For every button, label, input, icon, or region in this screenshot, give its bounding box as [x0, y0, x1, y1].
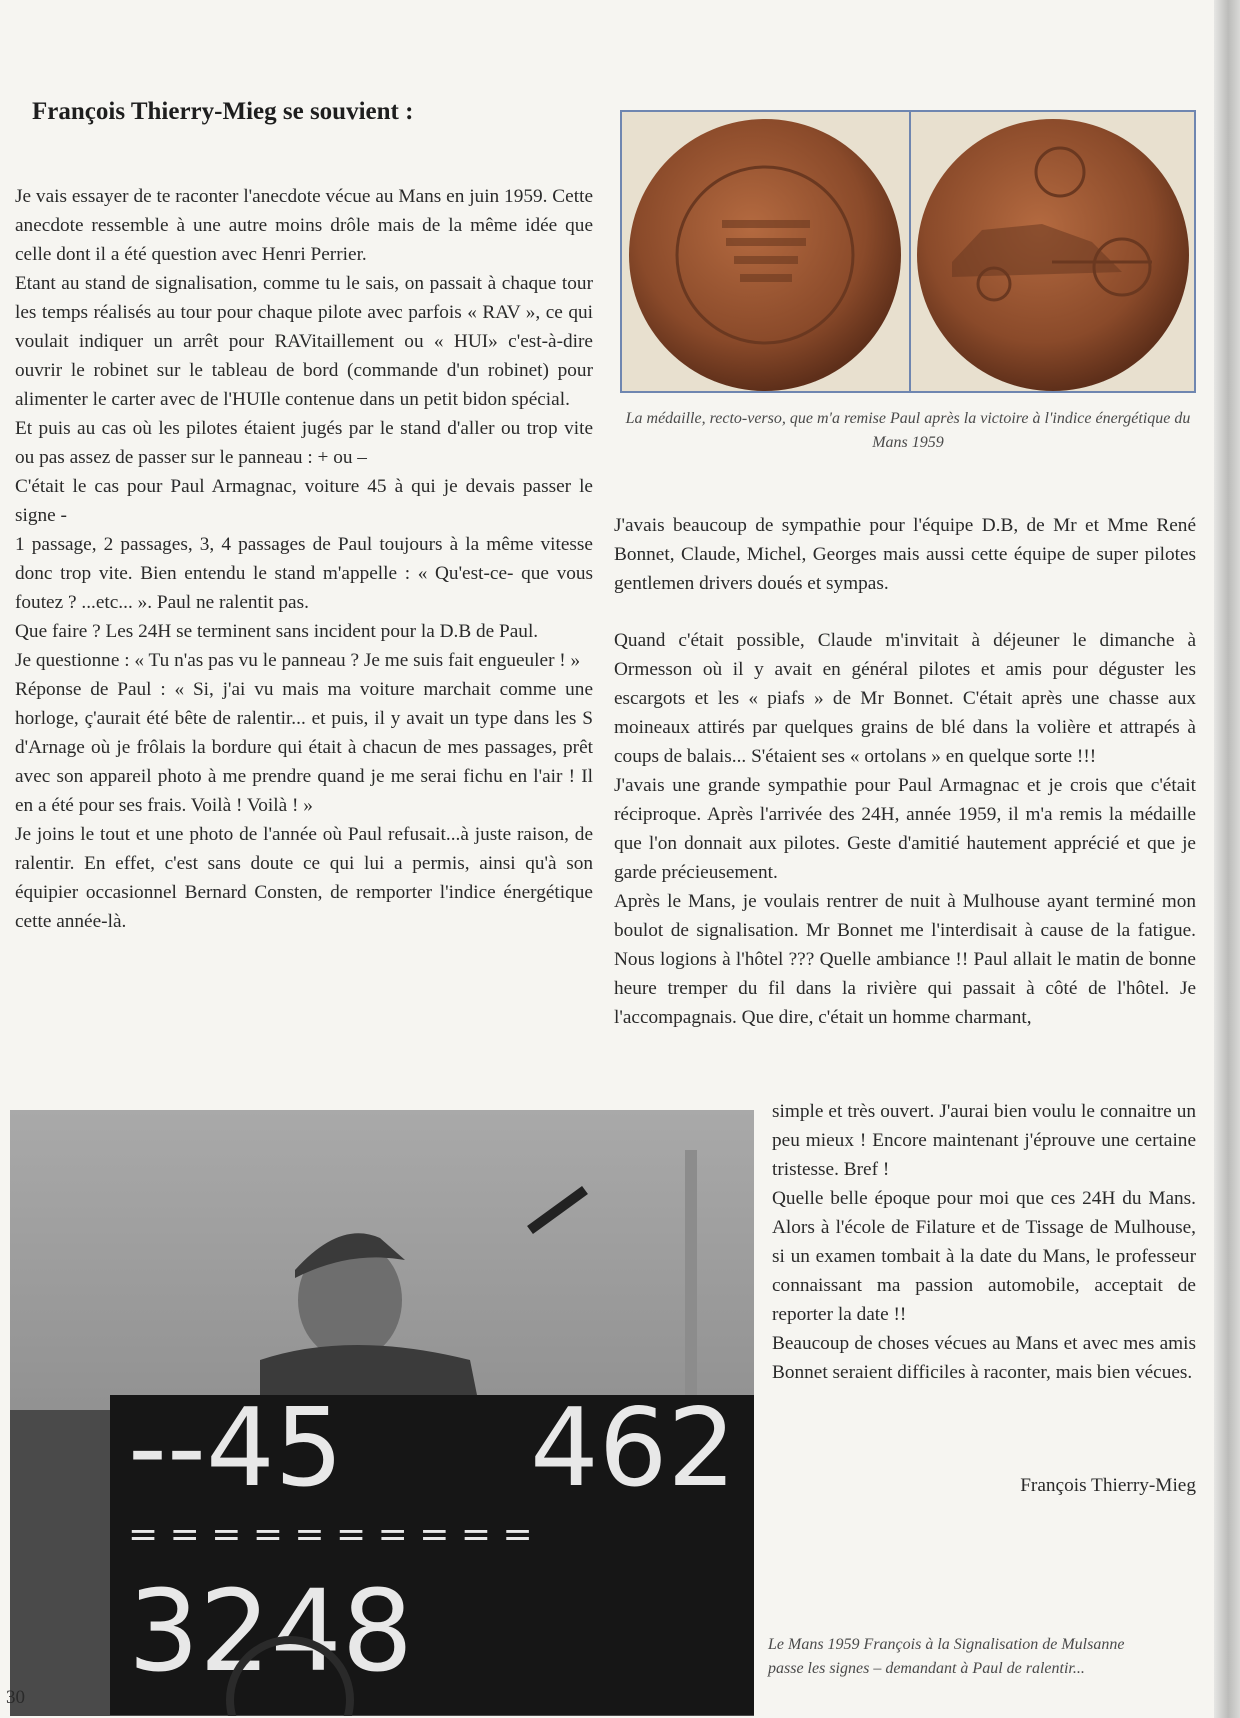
paragraph: J'avais une grande sympathie pour Paul Armagnac et je crois que c'était réciproque. Après l'arrivée des 24H, année 1959, il m'a remis la médaille que l'on donnait aux pilotes. Geste d'amitié hautement apprécié et que je garde précieusement. [614, 775, 1196, 883]
paragraph: Que faire ? Les 24H se terminent sans incident pour la D.B de Paul. [15, 621, 539, 642]
right-column-text [614, 511, 1196, 1032]
svg-text:3248: 3248 [128, 1567, 414, 1697]
left-column-text [15, 182, 593, 936]
article-title: François Thierry-Mieg se souvient : [32, 98, 414, 125]
paragraph: Je joins le tout et une photo de l'année où Paul refusait...à juste raison, de ralentir. En effet, c'est sans doute ce qui lui a permis, ainsi qu'à son équipier occasionnel Bernard Consten, de remporter l'indice énergétique cette année-là. [15, 824, 593, 932]
paragraph: Beaucoup de choses vécues au Mans et avec mes amis Bonnet seraient difficiles à raconter, mais bien vécues. [772, 1333, 1196, 1383]
paragraph: Quand c'était possible, Claude m'invitait à déjeuner le dimanche à Ormesson où il y avait en général pilotes et amis pour déguster les escargots et les « piafs » de Mr Bonnet. C'était après une chasse aux moineaux attirés par quelques grains de blé dans la volière et attrapés à coups de balais... S'étaient ses « ortolans » en quelque sorte !!! [614, 630, 1196, 767]
paragraph: Et puis au cas où les pilotes étaient jugés par le stand d'aller ou trop vite ou pas assez de passer sur le panneau : + ou – [15, 418, 593, 468]
paragraph: Je questionne : « Tu n'as pas vu le panneau ? Je me suis fait engueuler ! » [15, 650, 581, 671]
svg-text:462: 462 [530, 1386, 737, 1511]
paragraph: C'était le cas pour Paul Armagnac, voiture 45 à qui je devais passer le signe - [15, 476, 593, 526]
medal-caption: La médaille, recto-verso, que m'a remise Paul après la victoire à l'indice énergétique du Mans 1959 [625, 410, 1191, 451]
medal-front [629, 119, 901, 391]
svg-text:--45: --45 [128, 1386, 344, 1511]
paragraph: Quelle belle époque pour moi que ces 24H du Mans. Alors à l'école de Filature et de Tissage de Mulhouse, si un examen tombait à la date du Mans, le professeur connaissant ma passion automobile, acceptait de reporter la date !! [772, 1188, 1196, 1325]
paragraph: Réponse de Paul : « Si, j'ai vu mais ma voiture marchait comme une horloge, ç'aurait été bête de ralentir... et puis, il y avait un type dans les S d'Arnage où je frôlais la bordure qui était à chacun de mes passages, prêt avec son appareil photo à me prendre quand je me serai fichu en l'air ! Il en a été pour ses frais. Voilà ! Voilà ! » [15, 679, 593, 816]
medal-photo [620, 110, 1196, 393]
paragraph: J'avais beaucoup de sympathie pour l'équipe D.B, de Mr et Mme René Bonnet, Claude, Michel, Georges mais aussi cette équipe de super pilotes gentlemen drivers doués et sympas. [614, 515, 1196, 594]
svg-text:= = = = = = = = = =: = = = = = = = = = = [128, 1514, 533, 1555]
page-number: 30 [6, 1687, 25, 1708]
pit-board-photo [10, 1110, 754, 1716]
paragraph: Après le Mans, je voulais rentrer de nuit à Mulhouse ayant terminé mon boulot de signalisation. Mr Bonnet me l'interdisait à cause de la fatigue. Nous logions à l'hôtel ??? Quelle ambiance !! Paul allait le matin de bonne heure tremper du fil dans la rivière qui passait à côté de l'hôtel. Je l'accompagnais. Que dire, c'était un homme charmant, [614, 891, 1196, 1028]
paragraph: Etant au stand de signalisation, comme tu le sais, on passait à chaque tour les temps réalisés au tour pour chaque pilote avec parfois « RAV », ce qui voulait indiquer un arrêt pour RAVitaillement ou « HUI» c'est-à-dire ouvrir le robinet sur le tableau de bord (commande d'un robinet) pour alimenter le carter avec de l'HUIle contenue dans un petit bidon spécial. [15, 273, 593, 410]
right-column-lower-text [772, 1097, 1196, 1387]
signature: François Thierry-Mieg [1020, 1475, 1196, 1496]
photo-caption: Le Mans 1959 François à la Signalisation de Mulsanne passe les signes – demandant à Paul de ralentir... [768, 1636, 1125, 1677]
paragraph: simple et très ouvert. J'aurai bien voulu le connaitre un peu mieux ! Encore maintenant j'éprouve une certaine tristesse. Bref ! [772, 1101, 1196, 1180]
page-edge-shadow [1214, 0, 1240, 1718]
paragraph: Je vais essayer de te raconter l'anecdote vécue au Mans en juin 1959. Cette anecdote ressemble à une autre moins drôle mais de la même idée que celle dont il a été question avec Henri Perrier. [15, 186, 593, 265]
paragraph: 1 passage, 2 passages, 3, 4 passages de Paul toujours à la même vitesse donc trop vite. Bien entendu le stand m'appelle : « Qu'est-ce- que vous foutez ? ...etc... ». Paul ne ralentit pas. [15, 534, 593, 613]
